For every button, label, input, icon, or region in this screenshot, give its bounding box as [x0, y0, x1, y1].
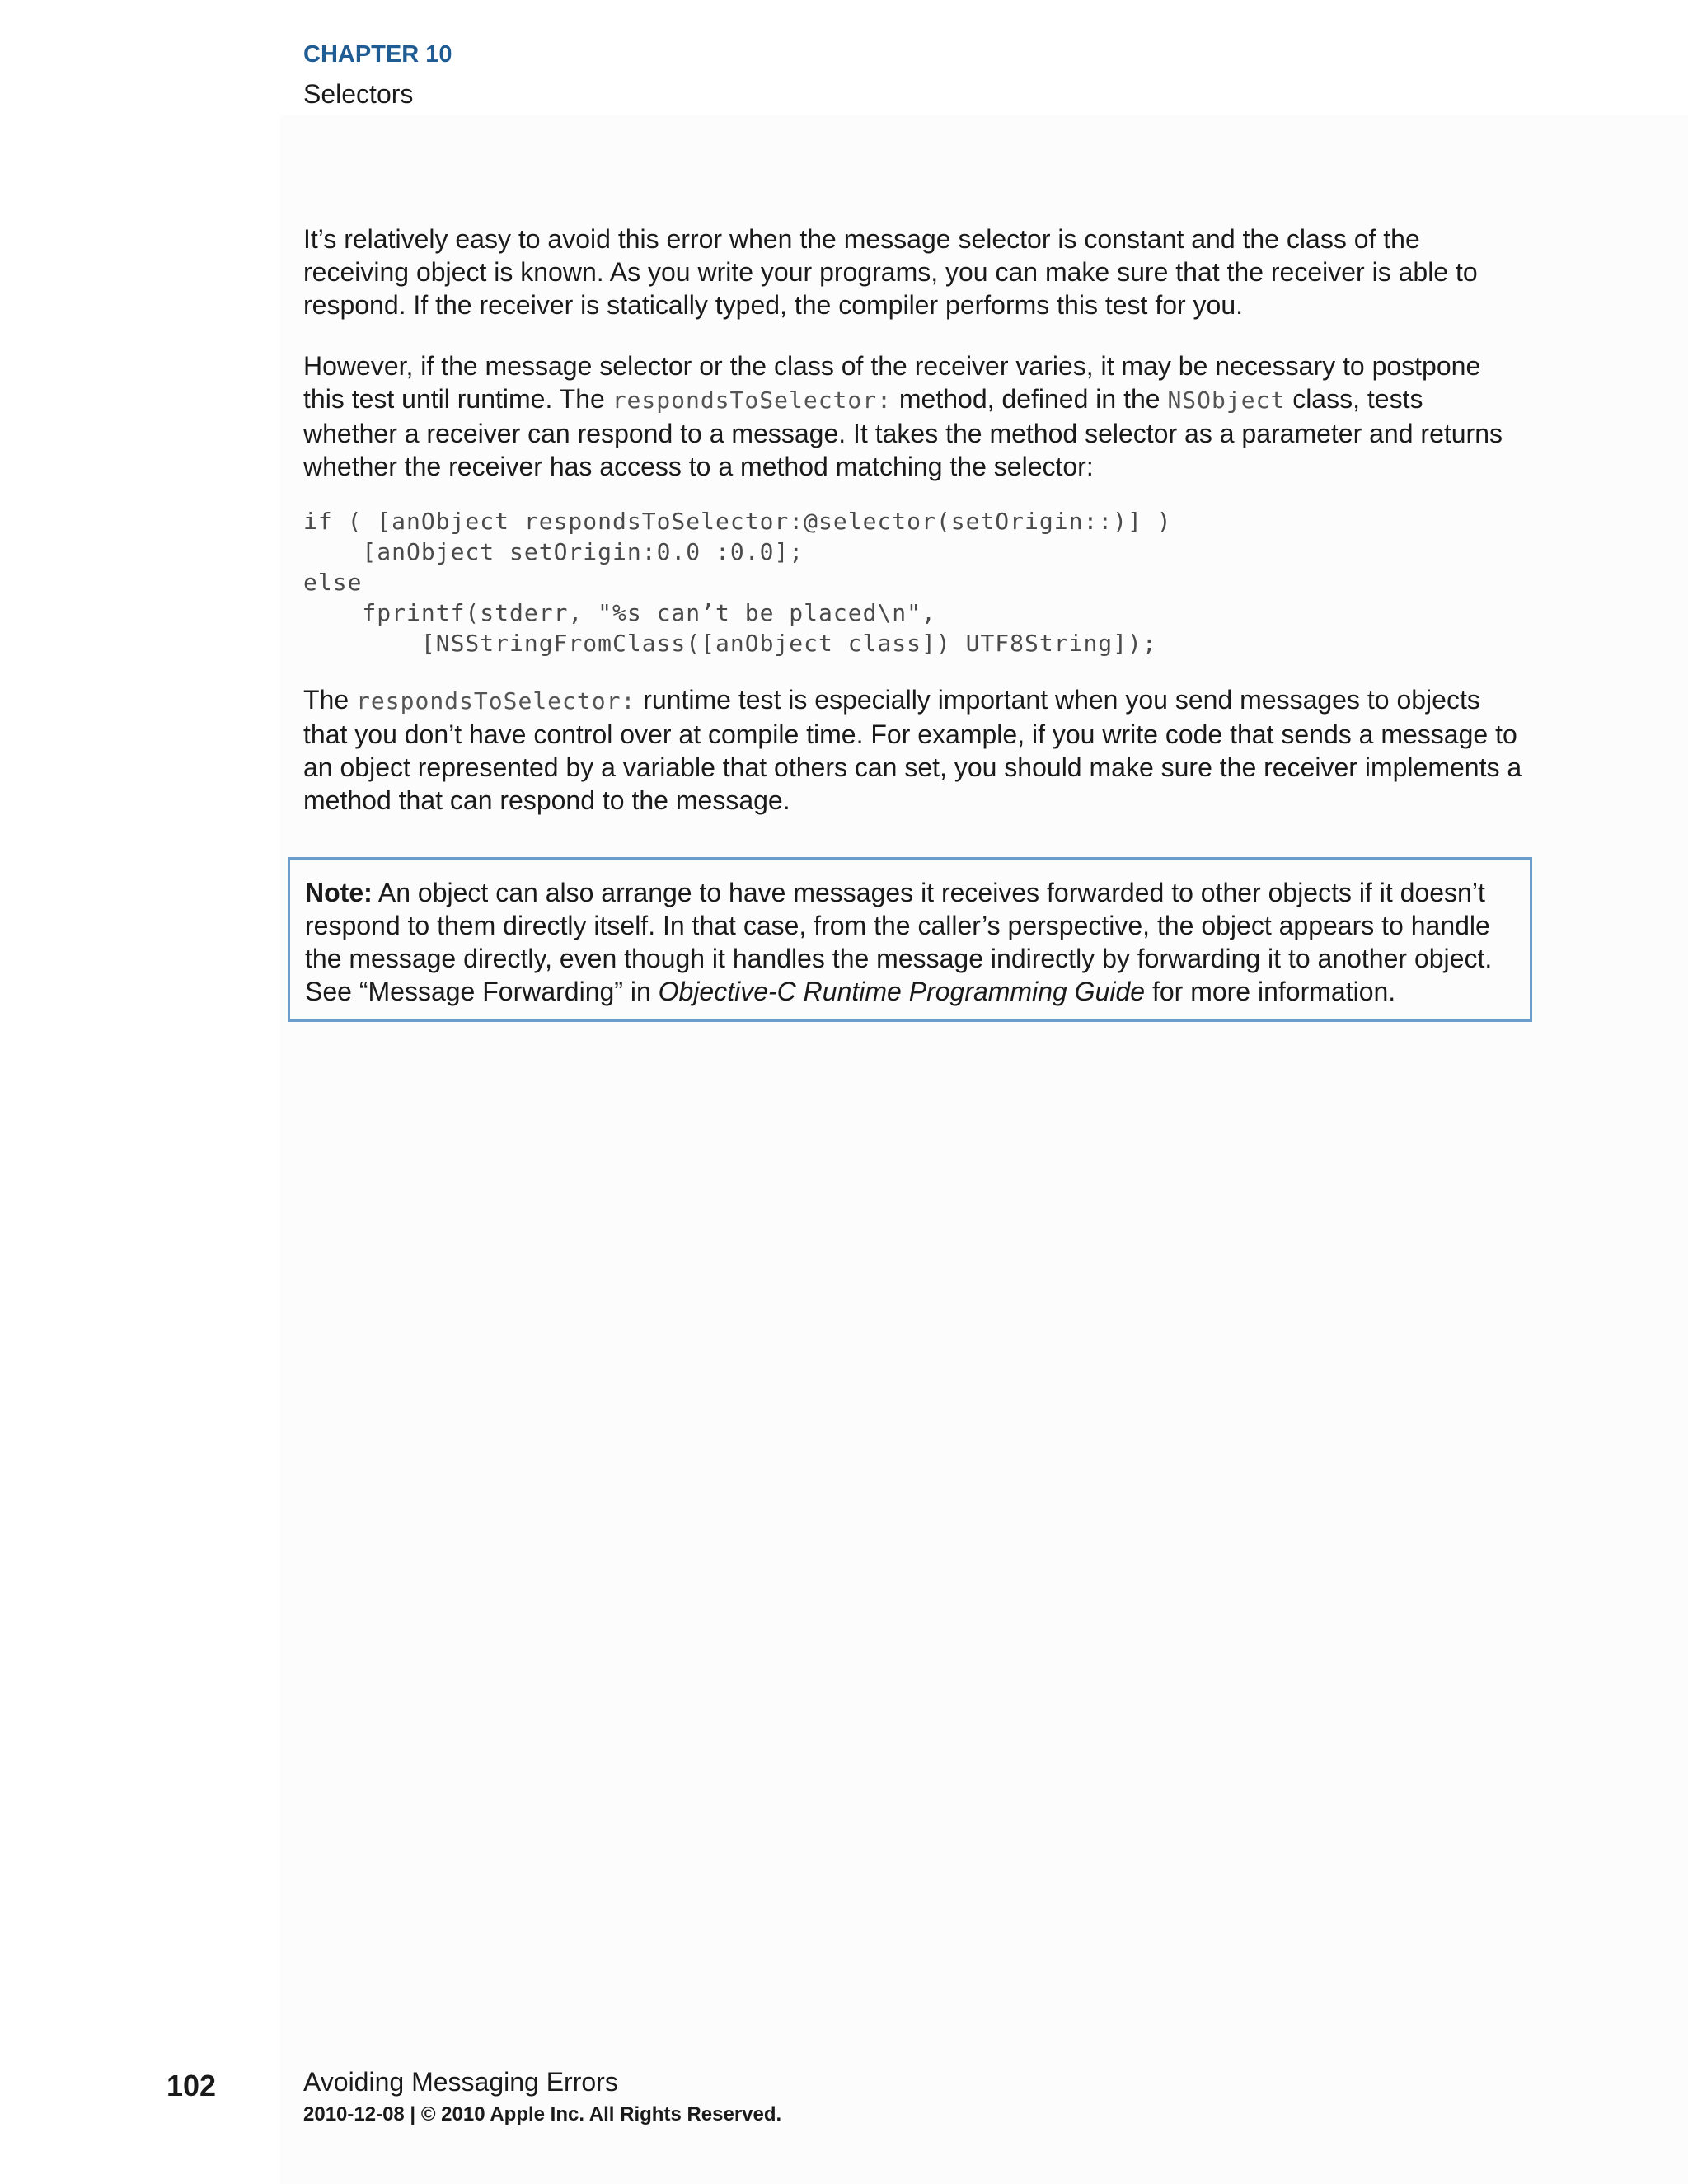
note-text-a: An object can also arrange to have messages it receives forwarded to other objects if it doesn’t respond to them directly itself. In that case, from the caller’s perspective, the object appears to handle the message directly, even though it handles the message indirectly by forwarding it to another object. See “Message Forwarding” in — [305, 878, 1493, 1006]
note-text — [305, 876, 1513, 1008]
paragraph-2-text-a: However, if the message selector or the class of the receiver varies, it may be necessary to postpone this test until runtime. The — [303, 351, 1481, 414]
paragraph-2-text-b: method, defined in the — [891, 384, 1168, 414]
paragraph-2 — [303, 349, 1523, 483]
inline-code-nsobject: NSObject — [1167, 387, 1286, 414]
code-line: [NSStringFromClass([anObject class]) UTF8String]); — [303, 630, 1157, 657]
note-book-title: Objective-C Runtime Programming Guide — [658, 977, 1146, 1006]
body-text — [303, 223, 1523, 845]
paragraph-3-text-b: runtime test is especially important when you send messages to objects that you don’t have control over at compile time. For example, if you write code that sends a message to an object represented by a variable that others can set, you should make sure the receiver implements a method that can respond to the message. — [303, 685, 1522, 815]
chapter-title: Selectors — [303, 79, 414, 109]
paragraph-1: It’s relatively easy to avoid this error when the message selector is constant and the class of the receiving object is known. As you write your programs, you can make sure that the receiver is able to respond. If the receiver is statically typed, the compiler performs this test for you. — [303, 224, 1478, 320]
chapter-header — [303, 40, 452, 112]
paragraph-3 — [303, 683, 1523, 817]
code-line: fprintf(stderr, "%s can’t be placed\n", — [303, 599, 936, 626]
code-example — [303, 506, 1523, 658]
note-text-b: for more information. — [1145, 977, 1396, 1006]
code-line: [anObject setOrigin:0.0 :0.0]; — [303, 538, 804, 565]
page-number: 102 — [166, 2069, 217, 2102]
inline-code-responds-to-selector: respondsToSelector: — [612, 387, 892, 414]
code-line: if ( [anObject respondsToSelector:@selector(setOrigin::)] ) — [303, 508, 1172, 535]
note-box — [288, 857, 1532, 1022]
chapter-label: CHAPTER 10 — [303, 41, 452, 68]
code-line: else — [303, 569, 363, 596]
footer-copyright: 2010-12-08 | © 2010 Apple Inc. All Rights Reserved. — [303, 2103, 782, 2125]
inline-code-responds-to-selector: respondsToSelector: — [356, 687, 636, 715]
paragraph-2-text-c: class, tests whether a receiver can respond to a message. It takes the method selector as a parameter and returns whether the receiver has access to a method matching the selector: — [303, 384, 1503, 481]
footer-section-title: Avoiding Messaging Errors — [303, 2067, 618, 2097]
note-label: Note: — [305, 878, 373, 907]
paragraph-3-text-a: The — [303, 685, 357, 715]
